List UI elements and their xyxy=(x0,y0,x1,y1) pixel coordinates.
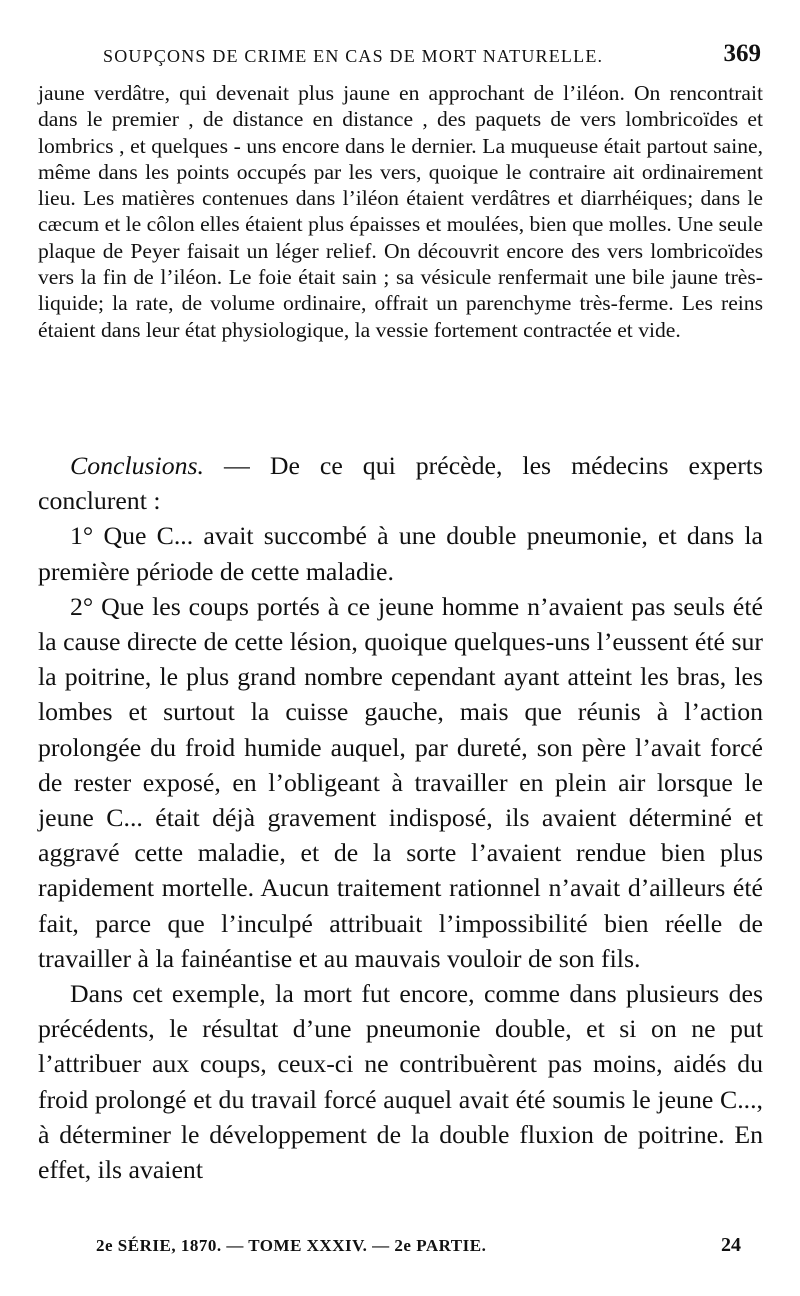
running-title: SOUPÇONS DE CRIME EN CAS DE MORT NATURELLE. xyxy=(103,46,604,66)
signature-line: 2e SÉRIE, 1870. — TOME XXXIV. — 2e PARTIE. xyxy=(96,1236,487,1255)
page-number: 369 xyxy=(723,40,761,67)
conclusion-point-2: 2° Que les coups portés à ce jeune homme n’avaient pas seuls été la cause directe de cette lésion, quoique quelques-uns l’eussent été sur la poitrine, le plus grand nombre cependant ayant atteint les bras, les lombes et surtout la cuisse gauche, mais que réunis à l’action prolongée du froid humide auquel, par dureté, son père l’avait forcé de rester exposé, en l’obligeant à travailler en plein air lorsque le jeune C... était déjà gravement indisposé, ils avaient déterminé et aggravé cette maladie, et de la sorte l’avaient rendue bien plus rapidement mortelle. Aucun traitement rationnel n’avait d’ailleurs été fait, parce que l’inculpé attribuait l’impossibilité bien réelle de travailler à la fainéantise et au mauvais vouloir de son fils. xyxy=(38,591,763,973)
book-page xyxy=(38,0,763,1296)
conclusions-heading: Conclusions. xyxy=(70,451,205,480)
autopsy-report-text xyxy=(38,80,763,343)
conclusions-paragraph xyxy=(38,448,763,518)
conclusions-intro: — De ce qui précède, les médecins experts conclurent : xyxy=(38,451,763,516)
running-header xyxy=(38,40,763,74)
small-paragraph: jaune verdâtre, qui devenait plus jaune en approchant de l’iléon. On rencontrait dans le premier , de distance en distance , des paquets de vers lombricoïdes et lombrics , et quelques - uns encore dans le dernier. La muqueuse était partout saine, même dans les points occupés par les vers, quoique le contraire ait ordinairement lieu. Les matières contenues dans l’iléon étaient verdâtres et diarrhéiques; dans le cæcum et le côlon elles étaient plus épaisses et moulées, bien que molles. Une seule plaque de Peyer faisait un léger relief. On découvrit encore des vers lombricoïdes vers la fin de l’iléon. Le foie était sain ; sa vésicule renfermait une bile jaune très-liquide; la rate, de volume ordinaire, offrait un parenchyme très-ferme. Les reins étaient dans leur état physiologique, la vessie fortement contractée et vide. xyxy=(38,81,763,342)
page-footer xyxy=(38,1236,763,1262)
main-text xyxy=(38,448,763,1187)
conclusion-point-1: 1° Que C... avait succombé à une double pneumonie, et dans la première période de cette maladie. xyxy=(38,521,763,586)
closing-paragraph: Dans cet exemple, la mort fut encore, comme dans plusieurs des précédents, le résultat d’une pneumonie double, et si on ne put l’attribuer aux coups, ceux-ci ne contribuèrent pas moins, aidés du froid prolongé et du travail forcé auquel avait été soumis le jeune C..., à déterminer le développement de la double fluxion de poitrine. En effet, ils avaient xyxy=(38,979,763,1185)
sheet-number: 24 xyxy=(721,1234,741,1256)
